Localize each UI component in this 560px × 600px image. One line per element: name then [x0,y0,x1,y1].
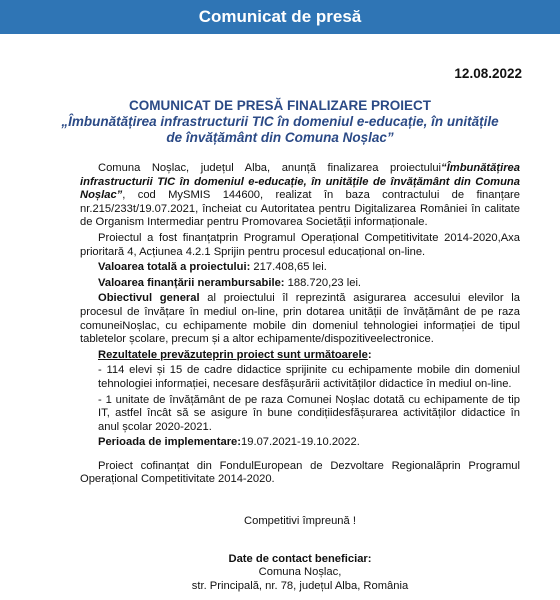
title-line-2: „Îmbunătățirea infrastructurii TIC în domeniul e-educație, în unitățile de învățământ din Comuna Noșlac” [61,114,499,145]
header-title: Comunicat de presă [198,7,362,26]
title-line-1: COMUNICAT DE PRESĂ FINALIZARE PROIECT [128,98,431,113]
document-body [80,162,520,593]
implementation-period [80,436,520,450]
results-heading [80,349,520,363]
project-name: “Îmbunătățirea infrastructurii TIC în domeniul e-educație, în unitățile de învățământ din Comuna Noșlac” [80,162,520,202]
grant-value-label: Valoarea finanțării nerambursabile: [98,276,285,289]
total-value-label: Valoarea totală a proiectului: [98,261,251,274]
funding-paragraph: Proiectul a fost finanțatprin Programul Operațional Competitivitate 2014-2020,Axa prioritară 4, Acțiunea 4.2.1 Sprijin pentru procesul educațional on-line. [80,231,520,258]
contact-block [80,553,520,594]
cofinance-note: Proiect cofinanțat din FondulEuropean de Dezvoltare Regionalăprin Programul Operațional Competitivitate 2014-2020. [80,459,520,486]
results-colon: : [367,348,372,361]
press-release-header [0,0,560,34]
total-value: 217.408,65 lei. [250,261,327,274]
grant-value: 188.720,23 lei. [284,276,362,289]
objective-text: al proiectului îl reprezintă asigurarea accesului elevilor la procesul de învățare în mediul on-line, prin dotarea unității de învățământ de pe raza comuneiNoșlac, cu echipamente mobile din domeniul tehnologiei informației de tipul tabletelor școlare, precum și a altor echipamente/dispozitiveelectronice. [80,292,520,346]
contact-heading: Date de contact beneficiar: [228,552,372,565]
slogan: Competitivi împreună ! [244,515,356,528]
period-value: 19.07.2021-19.10.2022. [241,436,360,449]
list-item: - 1 unitate de învățământ de pe raza Comunei Noșlac dotată cu echipamente de tip IT, astfel încât să se asigure în bune condițiidesfășurarea activităților didactice în anul școlar 2020-2021. [98,393,520,433]
results-list [80,364,520,434]
results-label: Rezultatele prevăzuteprin proiect sunt următoarele [98,348,368,361]
list-item: - 114 elevi și 15 de cadre didactice sprijinite cu echipamente mobile din domeniul tehnologiei informației, necesare desfășurării activităților didactice în mediul on-line. [98,364,520,390]
intro-lead: Comuna Noșlac, județul Alba, anunță finalizarea proiectului [98,162,442,174]
contact-line-1: Comuna Noșlac, [258,566,342,579]
contact-line-2: str. Principală, nr. 78, județul Alba, România [191,579,409,592]
intro-details: , cod MySMIS 144600, realizat în baza contractului de finanțare nr.215/233t/19.07.2021, încheiat cu Autoritatea pentru Digitalizarea României în calitate de Organism Intermediar pentru Promovarea Societății informaționale. [80,189,520,229]
document-page [0,34,560,600]
objective-label: Obiectivul general [98,292,200,305]
release-date: 12.08.2022 [454,66,522,81]
period-label: Perioada de implementare: [98,436,242,449]
document-title [60,98,500,146]
intro-paragraph [80,162,520,230]
grant-value-line [80,277,520,291]
objective-paragraph [80,292,520,346]
total-value-line [80,261,520,275]
